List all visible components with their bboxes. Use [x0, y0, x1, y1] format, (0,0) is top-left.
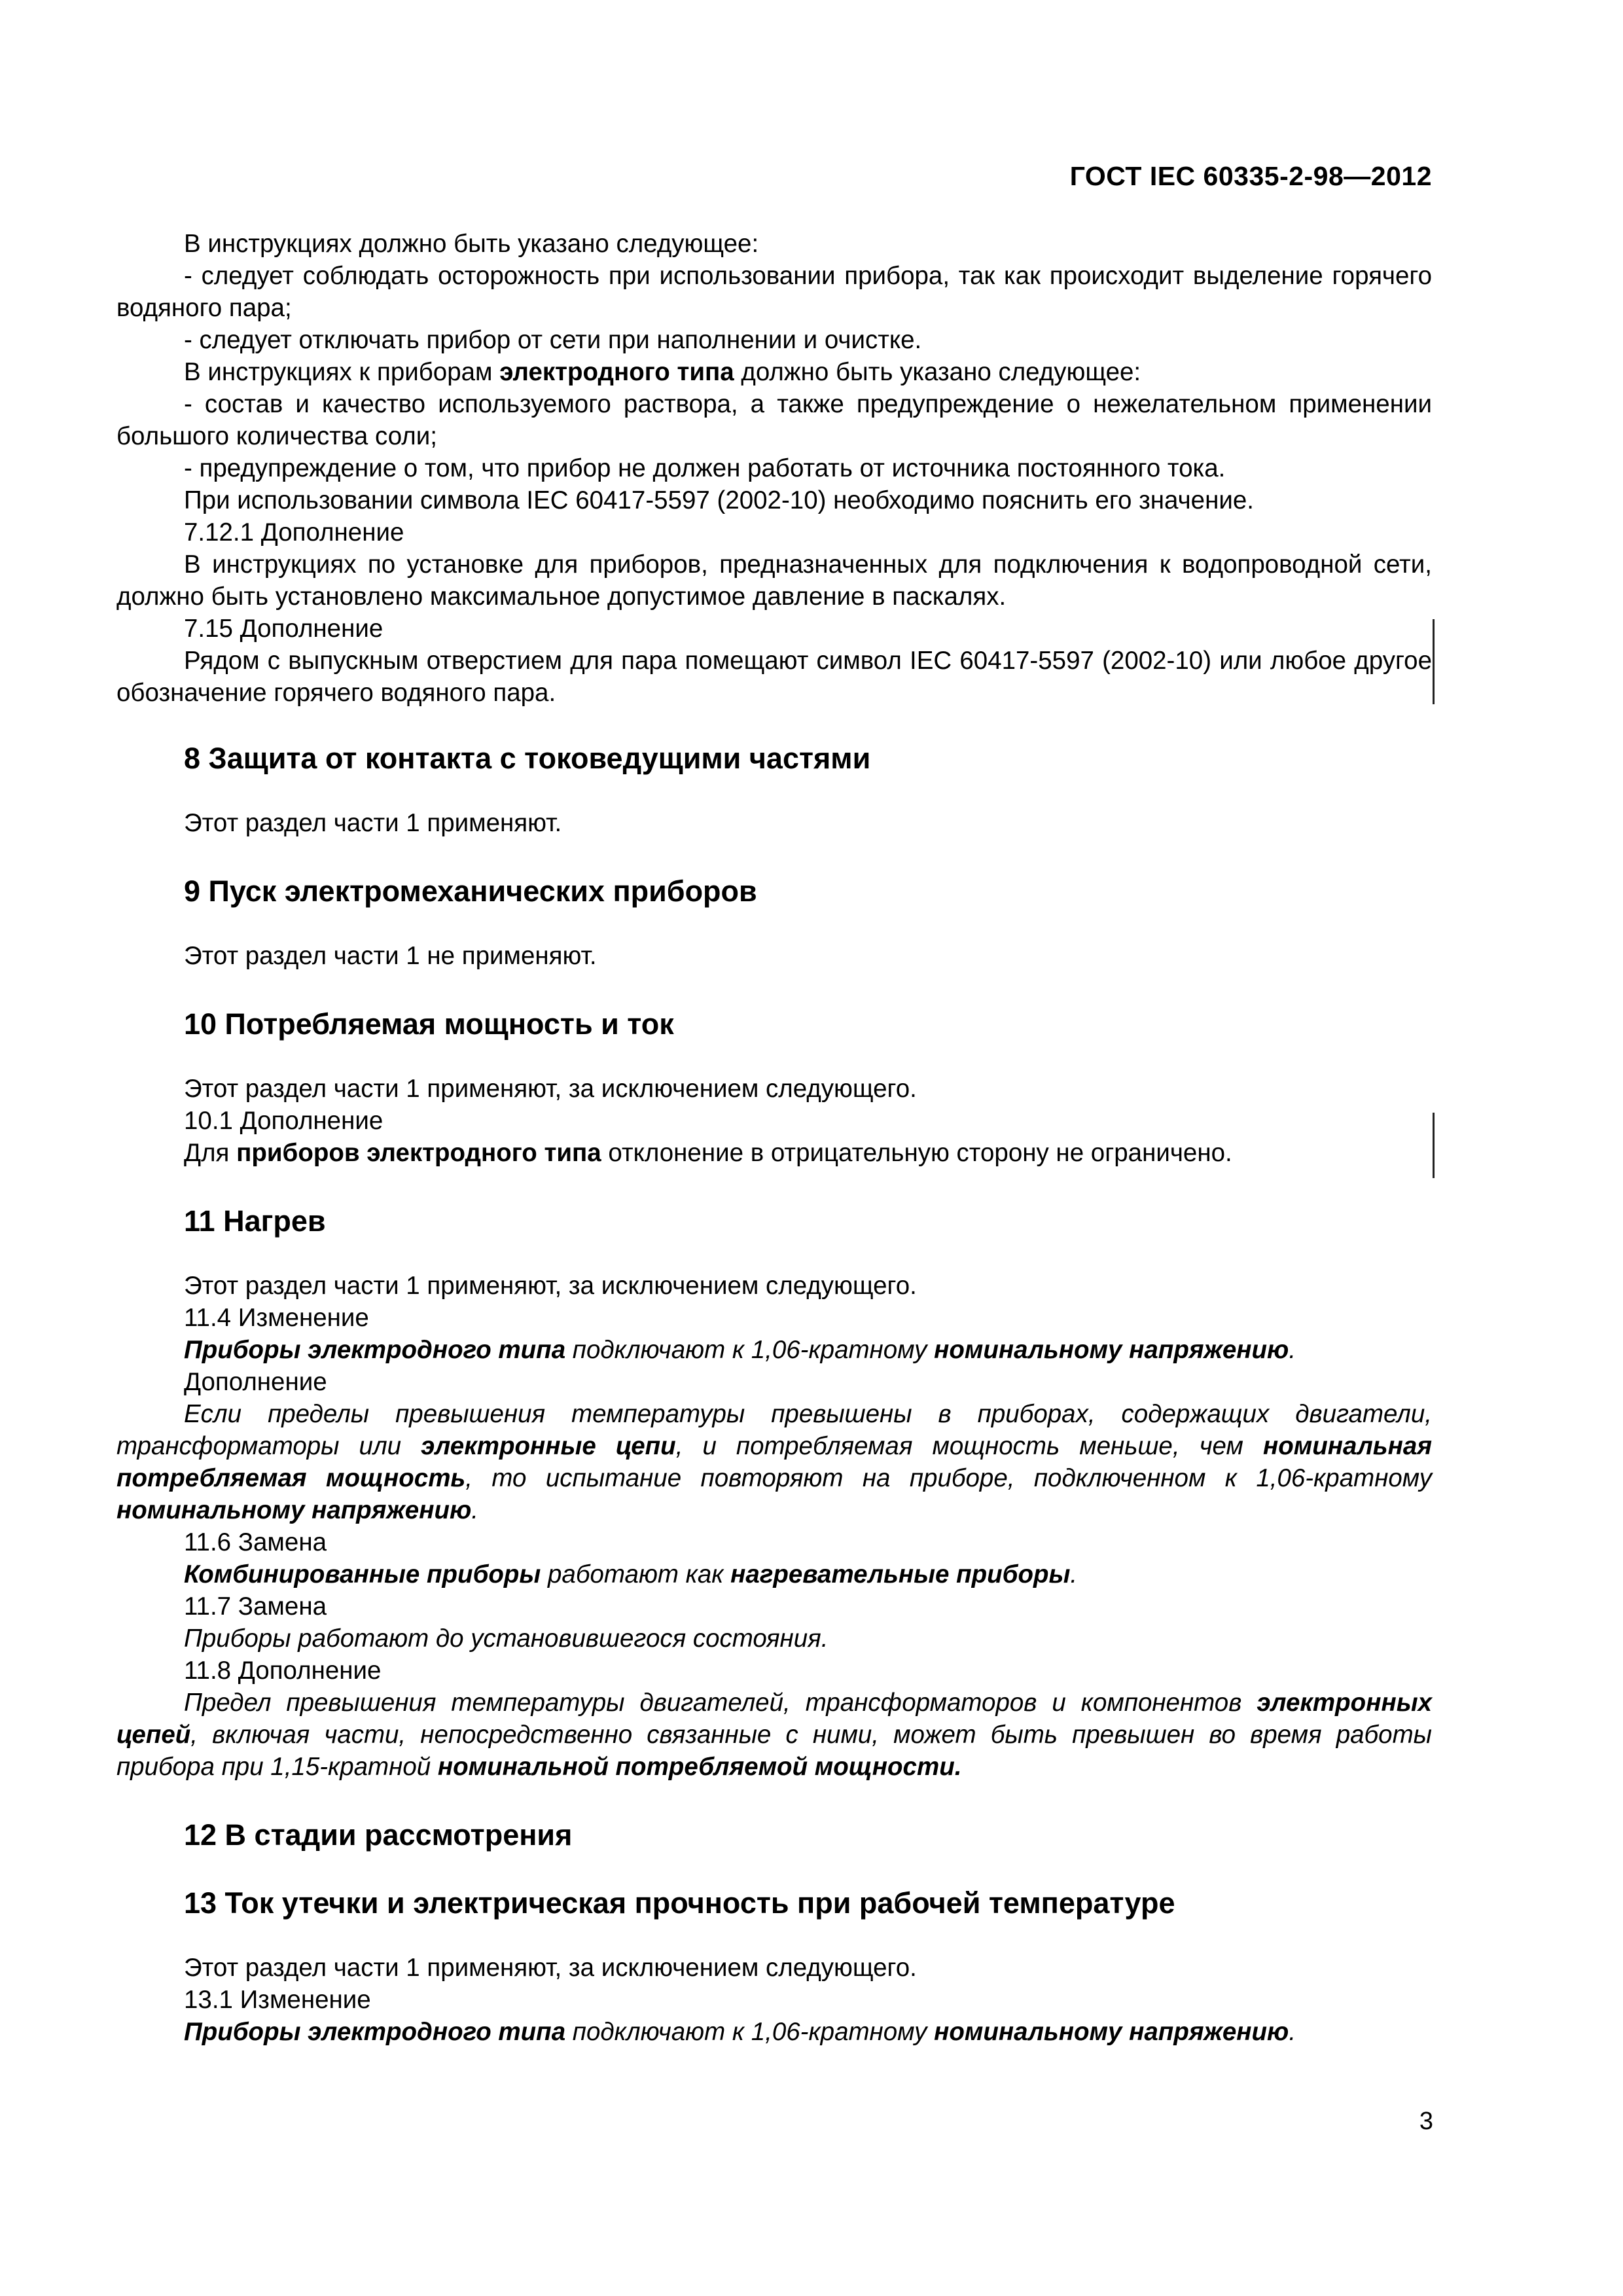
paragraph: Этот раздел части 1 не применяют. — [184, 942, 597, 970]
paragraph: Рядом с выпускным отверстием для пара помещают символ IEC 60417-5597 (2002-10) или любое другое обозначение горячего водяного пара. — [116, 647, 1432, 707]
text-run: , и потребляемая мощность меньше, чем — [675, 1432, 1263, 1460]
text-run: . — [1289, 2018, 1296, 2046]
list-item: - состав и качество используемого раствора, а также предупреждение о нежелательном применении большого количества соли; — [116, 390, 1432, 450]
document-header: ГОСТ IEC 60335-2-98—2012 — [1069, 161, 1432, 191]
text-run: , то испытание повторяют на приборе, подключенном к 1,06-кратному — [465, 1464, 1433, 1492]
clause-number: 7.12.1 Дополнение — [184, 518, 404, 547]
term-bold: электродного типа — [499, 358, 734, 386]
change-bar — [1433, 619, 1435, 704]
section-heading-13: 13 Ток утечки и электрическая прочность при рабочей температуре — [184, 1886, 1175, 1920]
section-heading-9: 9 Пуск электромеханических приборов — [184, 874, 757, 908]
clause-number: 11.6 Замена — [184, 1528, 327, 1556]
section-heading-11: 11 Нагрев — [184, 1204, 326, 1238]
text-run: подключают к 1,06-кратному — [565, 2018, 935, 2046]
term-bold: номинальная потребляемая мощность — [116, 1432, 1432, 1492]
paragraph: Этот раздел части 1 применяют, за исключением следующего. — [184, 1272, 917, 1300]
change-bar — [1433, 1113, 1435, 1178]
list-item: - следует отключать прибор от сети при наполнении и очистке. — [184, 326, 922, 354]
page-number: 3 — [1419, 2108, 1433, 2135]
clause-number: 13.1 Изменение — [184, 1986, 371, 2014]
section-heading-8: 8 Защита от контакта с токоведущими частями — [184, 742, 871, 775]
term-bold: номинальному напряжению — [116, 1496, 472, 1524]
text-run: . — [471, 1496, 478, 1524]
term-bold: приборов электродного типа — [236, 1139, 601, 1167]
term-bold: Комбинированные приборы — [184, 1560, 541, 1588]
term-bold: электронных цепей — [116, 1689, 1432, 1749]
paragraph — [116, 1687, 1432, 1783]
paragraph — [116, 2016, 1432, 2048]
term-bold: номинальному напряжению — [934, 2018, 1289, 2046]
paragraph — [116, 356, 1432, 388]
paragraph — [116, 1398, 1432, 1526]
text-run: . — [1070, 1560, 1078, 1588]
text-run: , включая части, непосредственно связанные с ними, может быть превышен во время работы прибора при 1,15-кратной — [116, 1721, 1432, 1781]
term-bold: номинальному напряжению — [934, 1336, 1289, 1364]
term-bold: нагревательные приборы — [730, 1560, 1071, 1588]
list-item: - следует соблюдать осторожность при использовании прибора, так как происходит выделение горячего водяного пара; — [116, 262, 1432, 322]
clause-number: 11.7 Замена — [184, 1592, 327, 1621]
text-run: . — [1289, 1336, 1296, 1364]
list-item: - предупреждение о том, что прибор не должен работать от источника постоянного тока. — [184, 454, 1226, 482]
text-run: отклонение в отрицательную сторону не ограничено. — [601, 1139, 1232, 1167]
paragraph: Этот раздел части 1 применяют. — [184, 809, 562, 837]
clause-label: Дополнение — [184, 1368, 327, 1396]
text-run: Предел превышения температуры двигателей, трансформаторов и компонентов — [184, 1689, 1257, 1717]
term-bold: номинальной потребляемой мощности. — [437, 1753, 962, 1781]
paragraph: При использовании символа IEC 60417-5597 (2002-10) необходимо пояснить его значение. — [184, 486, 1254, 514]
paragraph: Этот раздел части 1 применяют, за исключением следующего. — [184, 1954, 917, 1982]
paragraph — [116, 1558, 1432, 1590]
clause-number: 11.8 Дополнение — [184, 1657, 382, 1685]
document-body — [116, 228, 1432, 2048]
paragraph — [116, 1334, 1432, 1366]
text-run: Если пределы превышения температуры превышены в приборах, содержащих двигатели, трансформаторы или — [116, 1400, 1432, 1460]
text-run: Для — [184, 1139, 237, 1167]
paragraph: Приборы работают до установившегося состояния. — [184, 1624, 829, 1653]
text-run: работают как — [541, 1560, 731, 1588]
paragraph: Этот раздел части 1 применяют, за исключением следующего. — [184, 1075, 917, 1103]
section-heading-10: 10 Потребляемая мощность и ток — [184, 1007, 674, 1041]
section-heading-12: 12 В стадии рассмотрения — [184, 1818, 573, 1852]
paragraph: В инструкциях по установке для приборов, предназначенных для подключения к водопроводной сети, должно быть установлено максимальное допустимое давление в паскалях. — [116, 550, 1432, 611]
term-bold: электронные цепи — [421, 1432, 676, 1460]
clause-number: 10.1 Дополнение — [184, 1107, 383, 1135]
text-run: В инструкциях к приборам — [184, 358, 500, 386]
text-run: подключают к 1,06-кратному — [565, 1336, 935, 1364]
text-run: должно быть указано следующее: — [734, 358, 1141, 386]
paragraph: В инструкциях должно быть указано следующее: — [184, 230, 759, 258]
clause-number: 11.4 Изменение — [184, 1304, 369, 1332]
term-bold: Приборы электродного типа — [184, 2018, 566, 2046]
term-bold: Приборы электродного типа — [184, 1336, 566, 1364]
paragraph — [116, 1137, 1432, 1169]
clause-number: 7.15 Дополнение — [184, 615, 383, 643]
